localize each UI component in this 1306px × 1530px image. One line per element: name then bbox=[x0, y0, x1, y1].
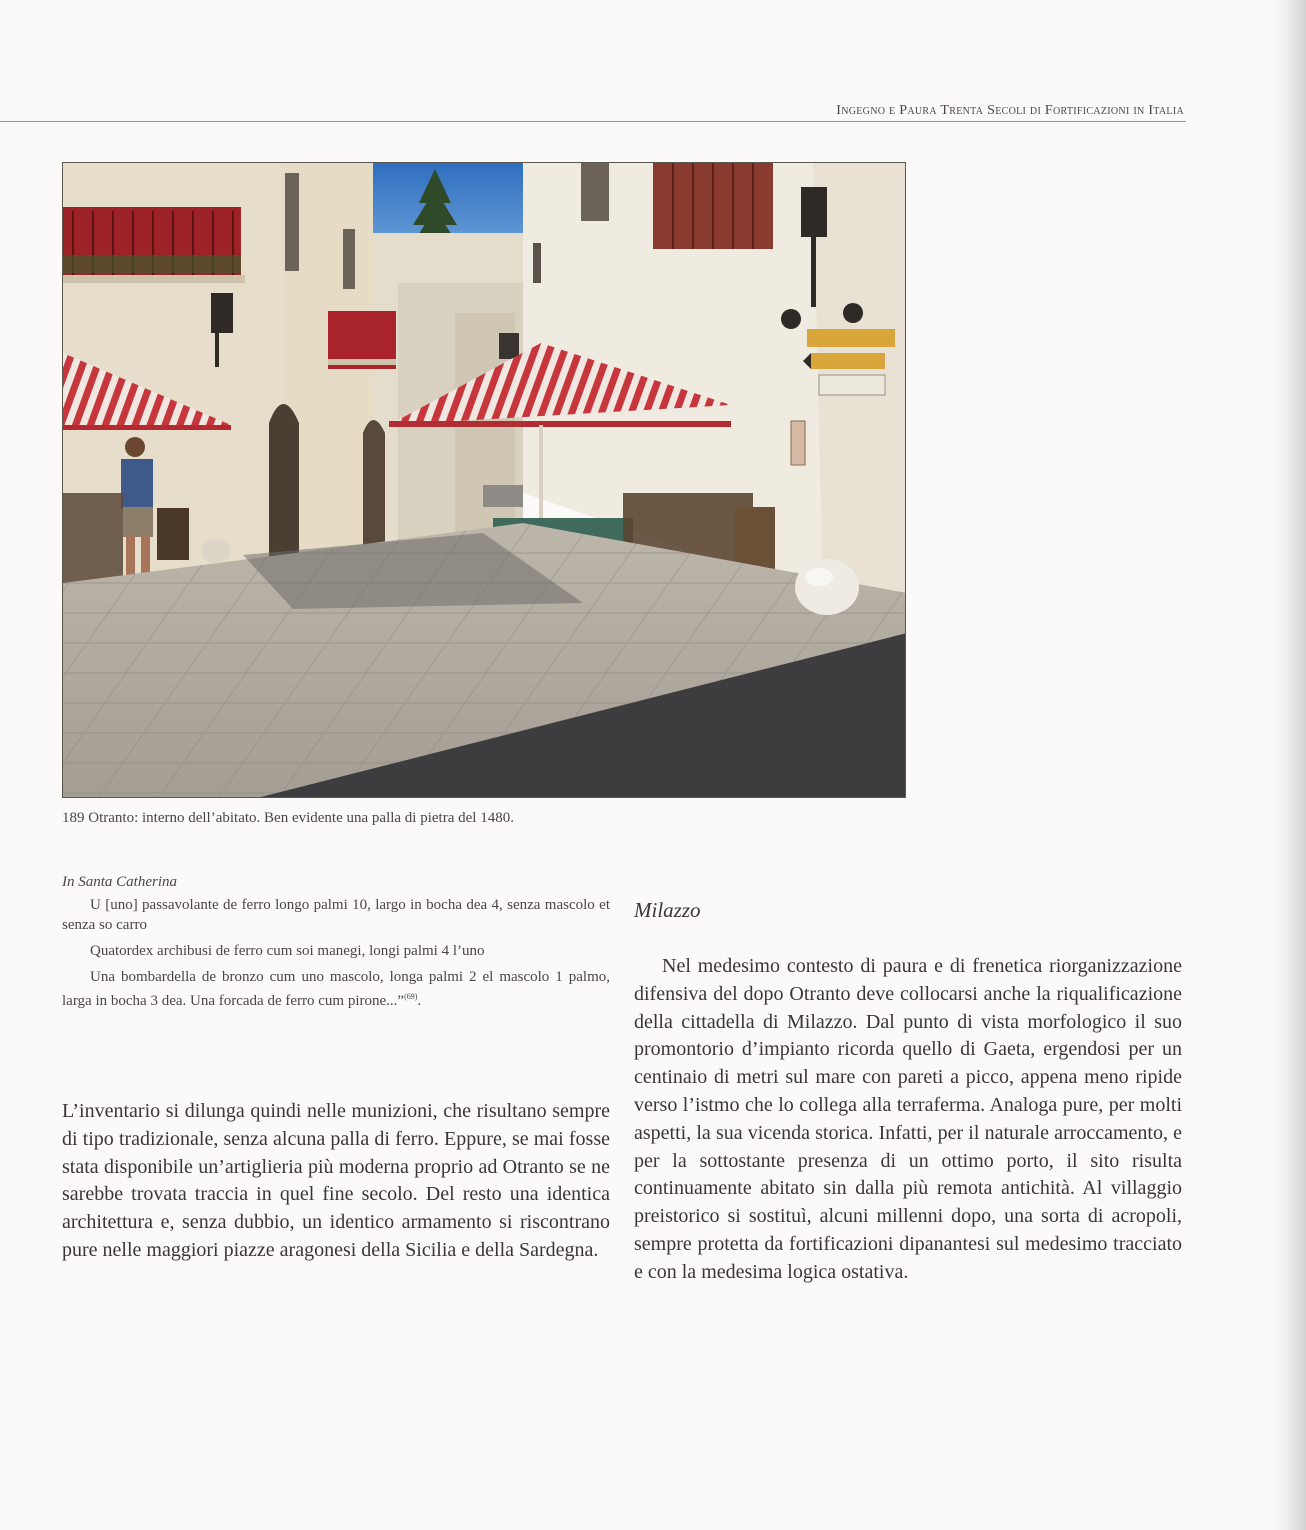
running-head: Ingegno e Paura Trenta Secoli di Fortificazioni in Italia bbox=[836, 103, 1184, 118]
archival-quote bbox=[62, 874, 610, 1017]
footnote-ref: (69) bbox=[404, 992, 418, 1001]
quote-title: In Santa Catherina bbox=[62, 874, 177, 890]
right-column bbox=[634, 898, 1182, 1287]
section-title: Milazzo bbox=[634, 898, 701, 922]
page-edge-shadow bbox=[1272, 0, 1306, 1530]
quote-line: U [uno] passavolante de ferro longo palmi 10, largo in bocha dea 4, senza mascolo et senza so carro bbox=[62, 897, 610, 933]
body-paragraph: L’inventario si dilunga quindi nelle munizioni, che risultano sempre di tipo tradizionale, senza alcuna palla di ferro. Eppure, se mai fosse stata disponibile un’artiglieria più moderna proprio ad Otranto se ne sarebbe trovata traccia in quel fine secolo. Del resto una identica architettura e, senza dubbio, un identico armamento si riscontrano pure nelle maggiori piazze aragonesi della Sicilia e della Sardegna. bbox=[62, 1100, 610, 1261]
left-column-body bbox=[62, 1098, 610, 1265]
quote-line-text: Una bombardella de bronzo cum uno mascolo, longa palmi 2 el mascolo 1 palmo, larga in bocha 3 dea. Una forcada de ferro cum pirone...” bbox=[62, 969, 610, 1009]
body-paragraph: Nel medesimo contesto di paura e di frenetica riorganizzazione difensiva del dopo Otranto deve collocarsi anche la riqualificazione della cittadella di Milazzo. Dal punto di vista morfologico il suo promontorio d’impianto ricorda quello di Gaeta, ergendosi per un centinaio di metri sul mare con pareti a picco, appena meno ripide verso l’istmo che lo collega alla terraferma. Analoga pure, per molti aspetti, la sua vicenda storica. Infatti, per il naturale arroccamento, e per la sottostante presenza di un ottimo porto, il sito risulta continuamente abitato sin dalla più remota antichità. Al villaggio preistorico si sostituì, alcuni millenni dopo, una sorta di acropoli, sempre protetta da fortificazioni dipanantesi sul medesimo tracciato e con la medesima logica ostativa. bbox=[634, 955, 1182, 1283]
quote-trailing: . bbox=[417, 993, 422, 1009]
quote-line bbox=[62, 967, 610, 1011]
quote-line: Quatordex archibusi de ferro cum soi manegi, longi palmi 4 l’uno bbox=[90, 943, 485, 959]
stone-ball bbox=[795, 559, 859, 615]
red-balcony bbox=[63, 207, 245, 283]
figure-photo bbox=[62, 162, 906, 798]
header-rule bbox=[0, 121, 1186, 122]
figure-caption: 189 Otranto: interno dell’abitato. Ben evidente una palla di pietra del 1480. bbox=[62, 810, 514, 826]
